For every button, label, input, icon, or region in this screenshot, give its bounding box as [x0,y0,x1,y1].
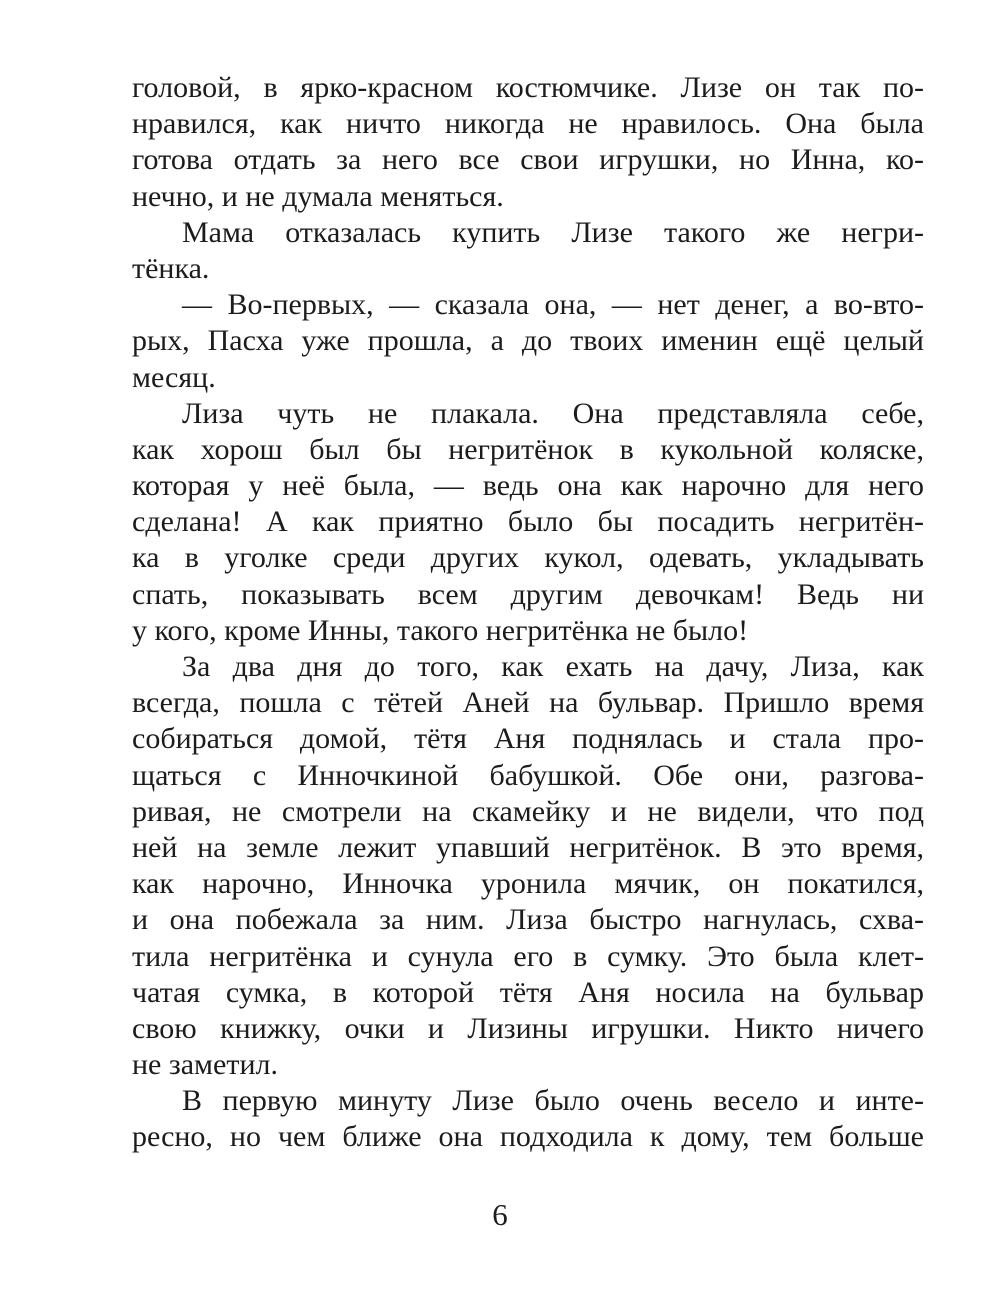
text-line: которая у неё была, — ведь она как нарочно для него [132,469,924,503]
text-line: сделана! А как приятно было бы посадить негритён- [132,505,924,539]
paragraph-first-line: Мама отказалась купить Лизе такого же негри- [182,215,924,249]
text-line: собираться домой, тётя Аня поднялась и стала про- [132,722,924,756]
text-line: и она побежала за ним. Лиза быстро нагнулась, схва- [132,903,924,937]
paragraph-first-line: За два дня до того, как ехать на дачу, Лиза, как [182,650,924,683]
text-line: как хорош был бы негритёнок в кукольной коляске, [132,432,924,466]
text-line: спать, показывать всем другим девочкам! Ведь ни [132,577,924,611]
text-line: ней на земле лежит упавший негритёнок. В это время, [132,830,924,864]
page-body [132,70,924,1156]
text-line: тила негритёнка и сунула его в сумку. Это была клет- [132,939,924,973]
text-line: головой, в ярко-красном костюмчике. Лизе он так по- [132,71,924,104]
text-line: щаться с Инночкиной бабушкой. Обе они, разгова- [132,758,924,792]
text-line: ривая, не смотрели на скамейку и не видели, что под [132,794,924,828]
page-number: 6 [492,1197,508,1232]
text-line: рых, Пасха уже прошла, а до твоих именин ещё целый [132,324,924,358]
text-line: как нарочно, Инночка уронила мячик, он покатился, [132,867,924,901]
text-line: свою книжку, очки и Лизины игрушки. Никто ничего [132,1011,924,1045]
paragraph-first-line: Лиза чуть не плакала. Она представляла себе, [182,396,924,430]
text-line: ка в уголке среди других кукол, одевать, укладывать [132,541,924,575]
text-line: тёнка. [132,251,210,285]
text-line: месяц. [132,360,216,394]
text-line: нечно, и не думала меняться. [132,179,504,213]
text-line: ресно, но чем ближе она подходила к дому, тем больше [132,1120,924,1154]
text-line: всегда, пошла с тётей Аней на бульвар. Пришло время [132,686,924,720]
text-line: у кого, кроме Инны, такого негритёнка не было! [132,613,749,647]
text-line: не заметил. [132,1048,278,1082]
text-line: готова отдать за него все свои игрушки, но Инна, ко- [132,143,924,177]
text-line: нравился, как ничто никогда не нравилось. Она была [132,107,924,141]
text-line: чатая сумка, в которой тётя Аня носила на бульвар [132,975,924,1009]
paragraph-first-line: В первую минуту Лизе было очень весело и инте- [182,1084,924,1118]
paragraph-first-line: — Во-первых, — сказала она, — нет денег, а во-вто- [182,288,924,322]
